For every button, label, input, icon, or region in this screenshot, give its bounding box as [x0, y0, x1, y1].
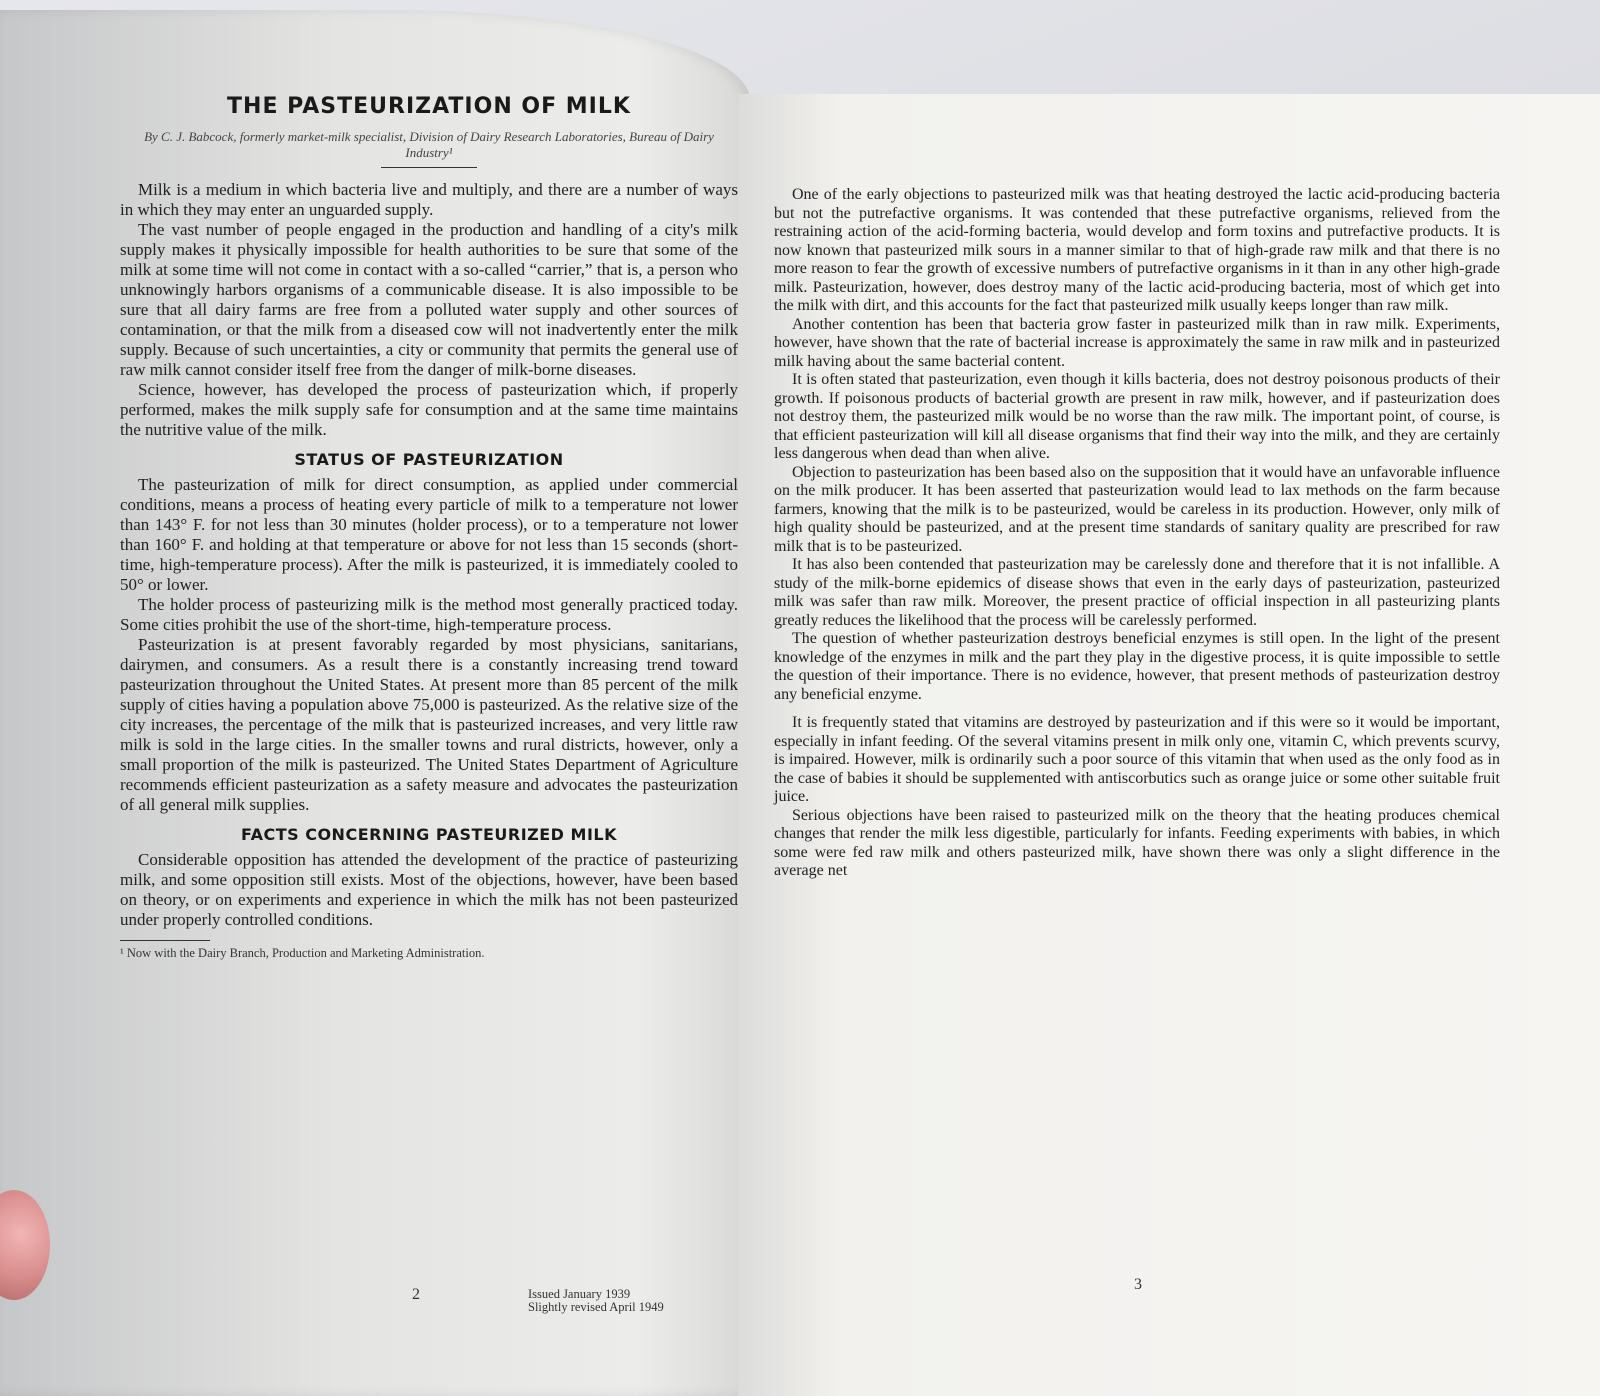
- intro-paragraph: Milk is a medium in which bacteria live and multiply, and there are a number of ways in which they may enter an unguarded supply.: [120, 180, 738, 219]
- issued-note: [528, 1288, 664, 1314]
- body-paragraph: The question of whether pasteurization destroys beneficial enzymes is still open. In the light of the present knowledge of the enzymes in milk and the part they play in the digestive process, it is quite impossible to settle the question of their importance. There is no evidence, however, that present methods of pasteurization destroy any beneficial enzyme.: [774, 630, 1500, 703]
- intro-paragraph: Science, however, has developed the process of pasteurization which, if properly performed, makes the milk supply safe for consumption and at the same time maintains the nutritive value of the milk.: [120, 380, 738, 439]
- section-heading-facts: FACTS CONCERNING PASTEURIZED MILK: [240, 825, 617, 844]
- issued-date: Issued January 1939: [528, 1287, 631, 1301]
- body-paragraph: Another contention has been that bacteria grow faster in pasteurized milk than in raw milk. Experiments, however, have shown that the rate of bacterial increase is approximately the same in raw milk and in pasteurized milk having about the same bacterial content.: [774, 315, 1500, 370]
- body-paragraph: One of the early objections to pasteurized milk was that heating destroyed the lactic acid-producing bacteria but not the putrefactive organisms. It was contended that these putrefactive organisms, relieved from the restraining action of the acid-forming bacteria, would develop and form toxins and putrefactive products. It is now known that pasteurized milk sours in a manner similar to that of high-grade raw milk and that there is no more reason to fear the growth of excessive numbers of putrefactive organisms in it than in any other high-grade milk. Pasteurization, however, does destroy many of the lactic acid-producing bacteria, most of which get into the milk with dirt, and this accounts for the fact that pasteurized milk usually keeps longer than raw milk.: [774, 186, 1500, 314]
- revised-date: Slightly revised April 1949: [528, 1300, 664, 1314]
- status-paragraph: The holder process of pasteurizing milk is the method most generally practiced today. Some cities prohibit the use of the short-time, high-temperature process.: [120, 595, 738, 634]
- status-paragraph: The pasteurization of milk for direct consumption, as applied under commercial conditions, means a process of heating every particle of milk to a temperature not lower than 143° F. for not less than 30 minutes (holder process), or to a temperature not lower than 160° F. and holding at that temperature or above for not less than 15 seconds (short-time, high-temperature process). After the milk is pasteurized, it is immediately cooled to 50° or lower.: [120, 475, 738, 594]
- facts-paragraph: Considerable opposition has attended the development of the practice of pasteurizing milk, and some opposition still exists. Most of the objections, however, have been based on theory, or on experiments and experience in which the milk has not been pasteurized under properly controlled conditions.: [120, 850, 738, 929]
- article-title: THE PASTEURIZATION OF MILK: [227, 94, 631, 119]
- footnote: ¹ Now with the Dairy Branch, Production and Marketing Administration.: [120, 946, 485, 960]
- status-paragraph: Pasteurization is at present favorably regarded by most physicians, sanitarians, dairymen, and consumers. As a result there is a constantly increasing trend toward pasteurization throughout the United States. At present more than 85 percent of the milk supply of cities having a population above 75,000 is pasteurized. As the relative size of the city increases, the percentage of the milk that is pasteurized increases, and very little raw milk is sold in the large cities. In the smaller towns and rural districts, however, only a small proportion of the milk is pasteurized. The United States Department of Agriculture recommends efficient pasteurization as a safety measure and advocates the pasteurization of all general milk supplies.: [120, 635, 738, 814]
- title-rule: [381, 167, 477, 168]
- body-paragraph: It has also been contended that pasteurization may be carelessly done and therefore that it is not infallible. A study of the milk-borne epidemics of disease shows that even in the early days of pasteurization, pasteurized milk was safer than raw milk. Moreover, the present practice of official inspection in all pasteurizing plants greatly reduces the likelihood that the process will be carelessly performed.: [774, 556, 1500, 629]
- body-paragraph: It is frequently stated that vitamins are destroyed by pasteurization and if this were so it would be important, especially in infant feeding. Of the several vitamins present in milk only one, vitamin C, which prevents scurvy, is impaired. However, milk is ordinarily such a poor source of this vitamin that when used as the only food as in the case of babies it should be supplemented with antiscorbutics such as orange juice or some other suitable fruit juice.: [774, 714, 1500, 805]
- page-number-left: 2: [412, 1286, 420, 1303]
- intro-paragraph: The vast number of people engaged in the production and handling of a city's milk supply makes it physically impossible for health authorities to be sure that some of the milk at some time will not come in contact with a so-called “carrier,” that is, a person who unknowingly harbors organisms of a communicable disease. It is also impossible to be sure that all dairy farms are free from a polluted water supply and other sources of contamination, or that the milk from a diseased cow will not inadvertently enter the milk supply. Because of such uncertainties, a city or community that permits the general use of raw milk cannot consider itself free from the danger of milk-borne diseases.: [120, 220, 738, 379]
- section-heading-status: STATUS OF PASTEURIZATION: [294, 450, 564, 469]
- left-page: [0, 10, 750, 1396]
- body-paragraph: Objection to pasteurization has been based also on the supposition that it would have an unfavorable influence on the milk producer. It has been asserted that pasteurization would lead to lax methods on the farm because farmers, knowing that the milk is to be pasteurized, would be careless in its production. However, only milk of high quality should be pasteurized, and at the present time standards of sanitary quality are prescribed for raw milk that is to be pasteurized.: [774, 463, 1500, 555]
- right-page: [738, 94, 1600, 1396]
- page-number-right: 3: [1134, 1276, 1142, 1293]
- body-paragraph: It is often stated that pasteurization, even though it kills bacteria, does not destroy poisonous products of their growth. If poisonous products of bacterial growth are present in raw milk, however, and if pasteurization does not destroy them, the pasteurized milk would be no worse than the raw milk. The important point, of course, is that efficient pasteurization will kill all disease organisms that find their way into the milk, and they are certainly less dangerous when dead than when alive.: [774, 371, 1500, 462]
- body-paragraph: Serious objections have been raised to pasteurized milk on the theory that the heating produces chemical changes that render the milk less digestible, particularly for infants. Feeding experiments with babies, in which some were fed raw milk and others pasteurized milk, have shown there was only a slight difference in the average net: [774, 806, 1500, 879]
- byline: By C. J. Babcock, formerly market-milk specialist, Division of Dairy Research Laboratories, Bureau of Dairy Industry¹: [144, 129, 714, 160]
- footnote-rule: [120, 940, 210, 941]
